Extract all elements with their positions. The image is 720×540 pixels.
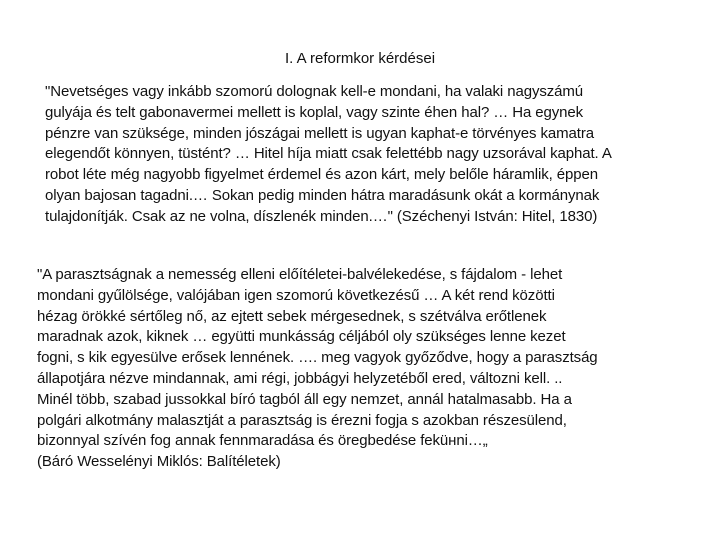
quote-line: bizonnyal szívén fog annak fennmaradása és öregbedése feküнni…„ (37, 432, 488, 450)
quote-line: mondani gyűlölsége, valójában igen szomorú következésű … A két rend közötti (37, 286, 555, 304)
quote-line: Minél több, szabad jussokkal bíró tagból áll egy nemzet, annál hatalmasabb. Ha a (37, 390, 572, 408)
quote-line: tulajdonítják. Csak az ne volna, díszlenék minden.…" (Széchenyi István: Hitel, 1830) (45, 207, 598, 225)
quote-line: állapotjára nézve mindannak, ami régi, jobbágyi helyzetéből ered, változni kell. .. (37, 369, 563, 387)
quote-line: gulyája és telt gabonavermei mellett is koplal, vagy szinte éhen hal? … Ha egynek (45, 103, 584, 121)
quote-line: polgári alkotmány malasztját a parasztság is érezni fogja s azokban részesülend, (37, 411, 567, 429)
document-title: I. A reformkor kérdései (284, 50, 436, 67)
quote-line: "A parasztságnak a nemesség elleni előítéletei-balvélekedése, s fájdalom - lehet (37, 266, 563, 283)
quote-line: hézag örökké sértőleg nő, az ejtett sebek mérgesednek, s szétválva erőtlenek (37, 307, 547, 325)
quote-line: robot léte még nagyobb figyelmet érdemel és azon kárt, mely belőle háramlik, éppen (45, 166, 598, 184)
quote-line: fogni, s kik egyesülve erősek lennének. …. meg vagyok győződve, hogy a parasztság (37, 349, 598, 367)
wesselenyi-quote (37, 265, 598, 473)
quote-line: olyan bajosan tagadni.… Sokan pedig minden hátra maradásunk okát a kormánynak (45, 186, 600, 204)
quote-line: pénzre van szüksége, minden jószágai mellett is ugyan kaphat-e törvényes kamatra (45, 124, 594, 142)
szechenyi-quote (45, 82, 612, 228)
quote-line: maradnak azok, kiknek … együtti munkásság céljából oly szükséges lenne kezet (37, 328, 566, 346)
quote-line: (Báró Wesselényi Miklós: Balítéletek) (37, 453, 281, 471)
quote-line: elegendőt könnyen, tüstént? … Hitel híja miatt csak felettébb nagy uzsorával kaphat. A (45, 145, 612, 163)
quote-line: "Nevetséges vagy inkább szomorú dolognak kell-e mondani, ha valaki nagyszámú (45, 83, 584, 100)
